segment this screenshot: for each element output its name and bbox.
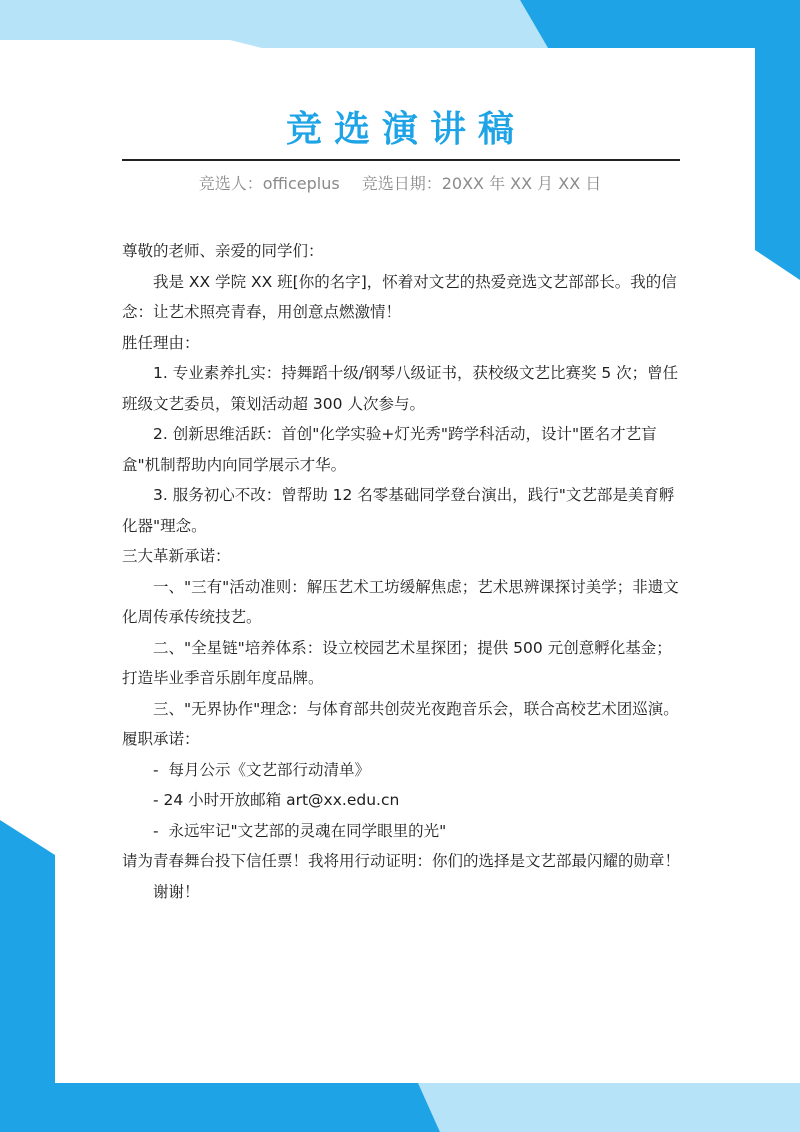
date-label: 竞选日期：20XX 年 XX 月 XX 日 — [361, 174, 602, 193]
greeting: 尊敬的老师、亲爱的同学们： — [122, 242, 324, 260]
top-light-band — [0, 0, 548, 48]
title-divider — [122, 159, 680, 161]
candidate-label: 竞选人：officeplus — [198, 174, 340, 193]
qualification-item: 1. 专业素养扎实：持舞蹈十级/钢琴八级证书，获校级文艺比赛奖 5 次；曾任班级文艺委员，策划活动超 300 人次参与。 — [122, 364, 679, 413]
promise-item: 二、"全星链"培养体系：设立校园艺术星探团；提供 500 元创意孵化基金；打造毕业季音乐剧年度品牌。 — [122, 638, 672, 687]
promise-item: 三、"无界协作"理念：与体育部共创荧光夜跑音乐会，联合高校艺术团巡演。 — [153, 699, 679, 718]
duty-item: - 24 小时开放邮箱 art@xx.edu.cn — [153, 791, 400, 809]
duty-item: - 永远牢记"文艺部的灵魂在同学眼里的光" — [153, 821, 447, 840]
section-heading-promises: 三大革新承诺： — [122, 547, 231, 565]
intro-paragraph: 我是 XX 学院 XX 班[你的名字]，怀着对文艺的热爱竞选文艺部部长。我的信念：让艺术照亮青春，用创意点燃激情！ — [122, 272, 677, 321]
thanks: 谢谢！ — [153, 882, 200, 901]
candidate-meta — [0, 172, 800, 196]
qualification-item: 2. 创新思维活跃：首创"化学实验+灯光秀"跨学科活动，设计"匿名才艺盲盒"机制帮助内向同学展示才华。 — [122, 425, 657, 474]
document-title: 竞选演讲稿 — [285, 109, 526, 150]
duty-item: - 每月公示《文艺部行动清单》 — [153, 760, 370, 779]
promise-item: 一、"三有"活动准则：解压艺术工坊缓解焦虑；艺术思辨课探讨美学；非遗文化周传承传统技艺。 — [122, 577, 679, 626]
bottom-light-band — [418, 1083, 800, 1132]
section-heading-qualifications: 胜任理由： — [122, 333, 200, 352]
section-heading-duties: 履职承诺： — [122, 730, 200, 748]
qualification-item: 3. 服务初心不改：曾帮助 12 名零基础同学登台演出，践行"文艺部是美育孵化器"理念。 — [122, 486, 675, 535]
speech-body — [122, 236, 682, 907]
closing-paragraph: 请为青春舞台投下信任票！我将用行动证明：你们的选择是文艺部最闪耀的勋章！ — [122, 852, 681, 870]
